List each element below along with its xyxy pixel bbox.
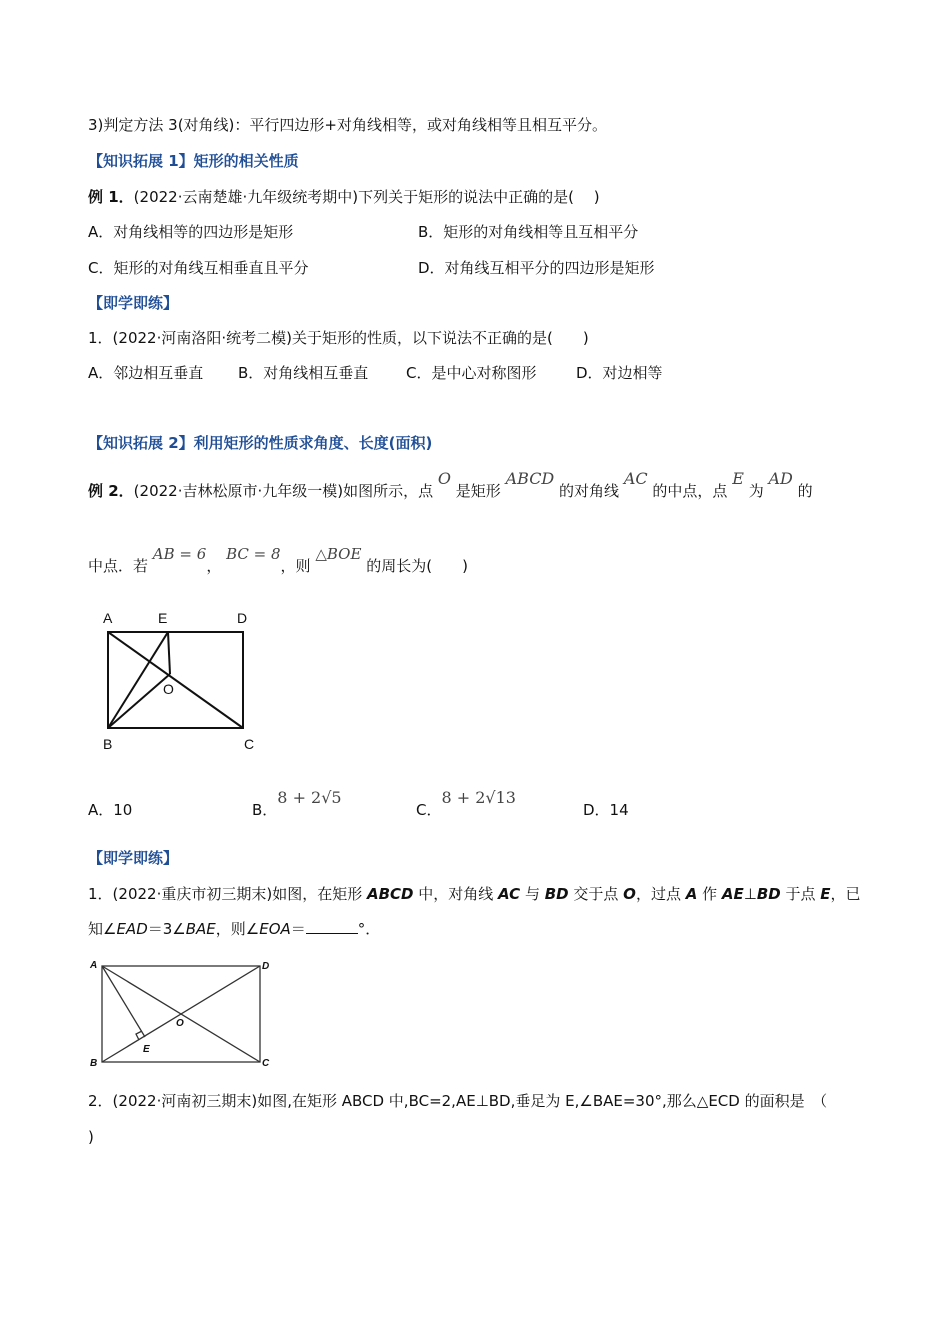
var: AE bbox=[721, 885, 744, 903]
label-b: B bbox=[103, 736, 113, 752]
label-d: D bbox=[262, 961, 270, 972]
var: BD bbox=[544, 885, 569, 903]
option-c: C．是中心对称图形 bbox=[406, 364, 537, 382]
option-value: 8 + 2√5 bbox=[277, 788, 342, 807]
text: 交于点 bbox=[568, 885, 624, 903]
var: EAD bbox=[116, 920, 148, 938]
label-d: D bbox=[237, 610, 248, 626]
text: 的 bbox=[797, 482, 813, 500]
label-c: C bbox=[244, 736, 255, 752]
option-d: D．对边相等 bbox=[576, 364, 663, 382]
diagonal-ac bbox=[108, 632, 243, 728]
section-tag: 【知识拓展 1】 bbox=[88, 152, 194, 170]
var: A bbox=[685, 885, 698, 903]
question-2-line1: 2．(2022·河南初三期末)如图,在矩形 ABCD 中,BC=2,AE⊥BD,垂足为 E,∠BAE=30°,那么△ECD 的面积是 （ bbox=[88, 1092, 828, 1110]
text: 的对角线 bbox=[559, 482, 620, 500]
text: 与 bbox=[520, 885, 545, 903]
label-c: C bbox=[262, 1058, 270, 1069]
text: 于点 bbox=[780, 885, 821, 903]
math-AB-6: AB = 6 bbox=[152, 545, 207, 563]
rectangle-figure-q1 bbox=[86, 956, 276, 1070]
text: ＝ bbox=[290, 920, 306, 938]
math-triangle-BOE: △BOE bbox=[315, 545, 362, 563]
option-label: C． bbox=[416, 801, 442, 819]
label-e: E bbox=[158, 610, 168, 626]
option-a: A．10 bbox=[88, 801, 133, 819]
practice-1-stem: 1．(2022·河南洛阳·统考二模)关于矩形的性质，以下说法不正确的是( ) bbox=[88, 329, 589, 347]
text: (2022·吉林松原市·九年级一模)如图所示，点 bbox=[133, 482, 434, 500]
text: ，则∠ bbox=[215, 920, 260, 938]
example-text: (2022·云南楚雄·九年级统考期中)下列关于矩形的说法中正确的是( ) bbox=[133, 188, 600, 206]
math-AD: AD bbox=[768, 469, 793, 488]
math-E: E bbox=[732, 469, 744, 488]
var: E bbox=[820, 885, 831, 903]
text: 知∠ bbox=[88, 920, 117, 938]
text: °． bbox=[357, 920, 381, 938]
section-title: 利用矩形的性质求角度、长度(面积) bbox=[193, 434, 433, 452]
option-b: B．对角线相互垂直 bbox=[238, 364, 369, 382]
rectangle-figure-ex2 bbox=[96, 606, 266, 756]
section-title: 矩形的相关性质 bbox=[193, 152, 299, 170]
section-heading-ext2 bbox=[88, 432, 432, 454]
text: 作 bbox=[697, 885, 722, 903]
practice-heading: 【即学即练】 bbox=[88, 294, 179, 312]
label-a: A bbox=[90, 960, 98, 971]
var: BAE bbox=[185, 920, 216, 938]
text: 中点．若 bbox=[88, 557, 149, 575]
segment-eo bbox=[168, 632, 170, 674]
question-1-line2 bbox=[88, 918, 380, 940]
label-a: A bbox=[103, 610, 113, 626]
example-1-stem bbox=[88, 186, 600, 208]
option-a: A．邻边相互垂直 bbox=[88, 364, 204, 382]
label-o: O bbox=[163, 681, 174, 697]
option-d: D．对角线互相平分的四边形是矩形 bbox=[418, 259, 655, 277]
var: AC bbox=[498, 885, 521, 903]
text: ，已 bbox=[830, 885, 861, 903]
label-b: B bbox=[90, 1058, 98, 1069]
option-c: C．矩形的对角线互相垂直且平分 bbox=[88, 259, 309, 277]
text: 是矩形 bbox=[455, 482, 501, 500]
segment-bo bbox=[108, 674, 170, 728]
comma: ， bbox=[206, 557, 222, 575]
option-b: B．矩形的对角线相等且互相平分 bbox=[418, 223, 639, 241]
method-3-text: 3)判定方法 3(对角线)：平行四边形+对角线相等，或对角线相等且相互平分。 bbox=[88, 116, 607, 134]
option-value: 8 + 2√13 bbox=[441, 788, 516, 807]
practice-heading: 【即学即练】 bbox=[88, 849, 179, 867]
option-a: A．对角线相等的四边形是矩形 bbox=[88, 223, 294, 241]
section-tag: 【知识拓展 2】 bbox=[88, 434, 194, 452]
text: 的周长为( ) bbox=[366, 557, 468, 575]
question-1-line1 bbox=[88, 883, 861, 905]
perp: ⊥ bbox=[743, 885, 757, 903]
option-d: D．14 bbox=[583, 801, 629, 819]
math-O: O bbox=[437, 469, 451, 488]
option-label: B． bbox=[252, 801, 278, 819]
example-2-stem-line1 bbox=[88, 469, 813, 502]
option-c bbox=[416, 788, 516, 821]
var: EOA bbox=[259, 920, 291, 938]
segment-ae bbox=[102, 966, 145, 1037]
math-AC: AC bbox=[623, 469, 648, 488]
text: ＝3∠ bbox=[147, 920, 186, 938]
answer-blank bbox=[306, 919, 358, 934]
math-BC-8: BC = 8 bbox=[226, 545, 281, 563]
example-2-stem-line2 bbox=[88, 545, 468, 577]
segment-be bbox=[108, 632, 168, 728]
text: 1．(2022·重庆市初三期末)如图，在矩形 bbox=[88, 885, 367, 903]
text: 为 bbox=[748, 482, 764, 500]
math-ABCD: ABCD bbox=[505, 469, 555, 488]
var: BD bbox=[756, 885, 781, 903]
section-heading-ext1 bbox=[88, 150, 299, 172]
text: ，则 bbox=[280, 557, 311, 575]
text: 的中点，点 bbox=[652, 482, 728, 500]
example-label: 例 2． bbox=[88, 482, 134, 500]
label-e: E bbox=[143, 1044, 150, 1055]
option-b bbox=[252, 788, 342, 821]
example-label: 例 1． bbox=[88, 188, 134, 206]
text: 中，对角线 bbox=[413, 885, 499, 903]
var: O bbox=[623, 885, 636, 903]
var: ABCD bbox=[366, 885, 414, 903]
question-2-line2: ) bbox=[88, 1128, 94, 1146]
text: ，过点 bbox=[635, 885, 686, 903]
label-o: O bbox=[176, 1018, 184, 1029]
